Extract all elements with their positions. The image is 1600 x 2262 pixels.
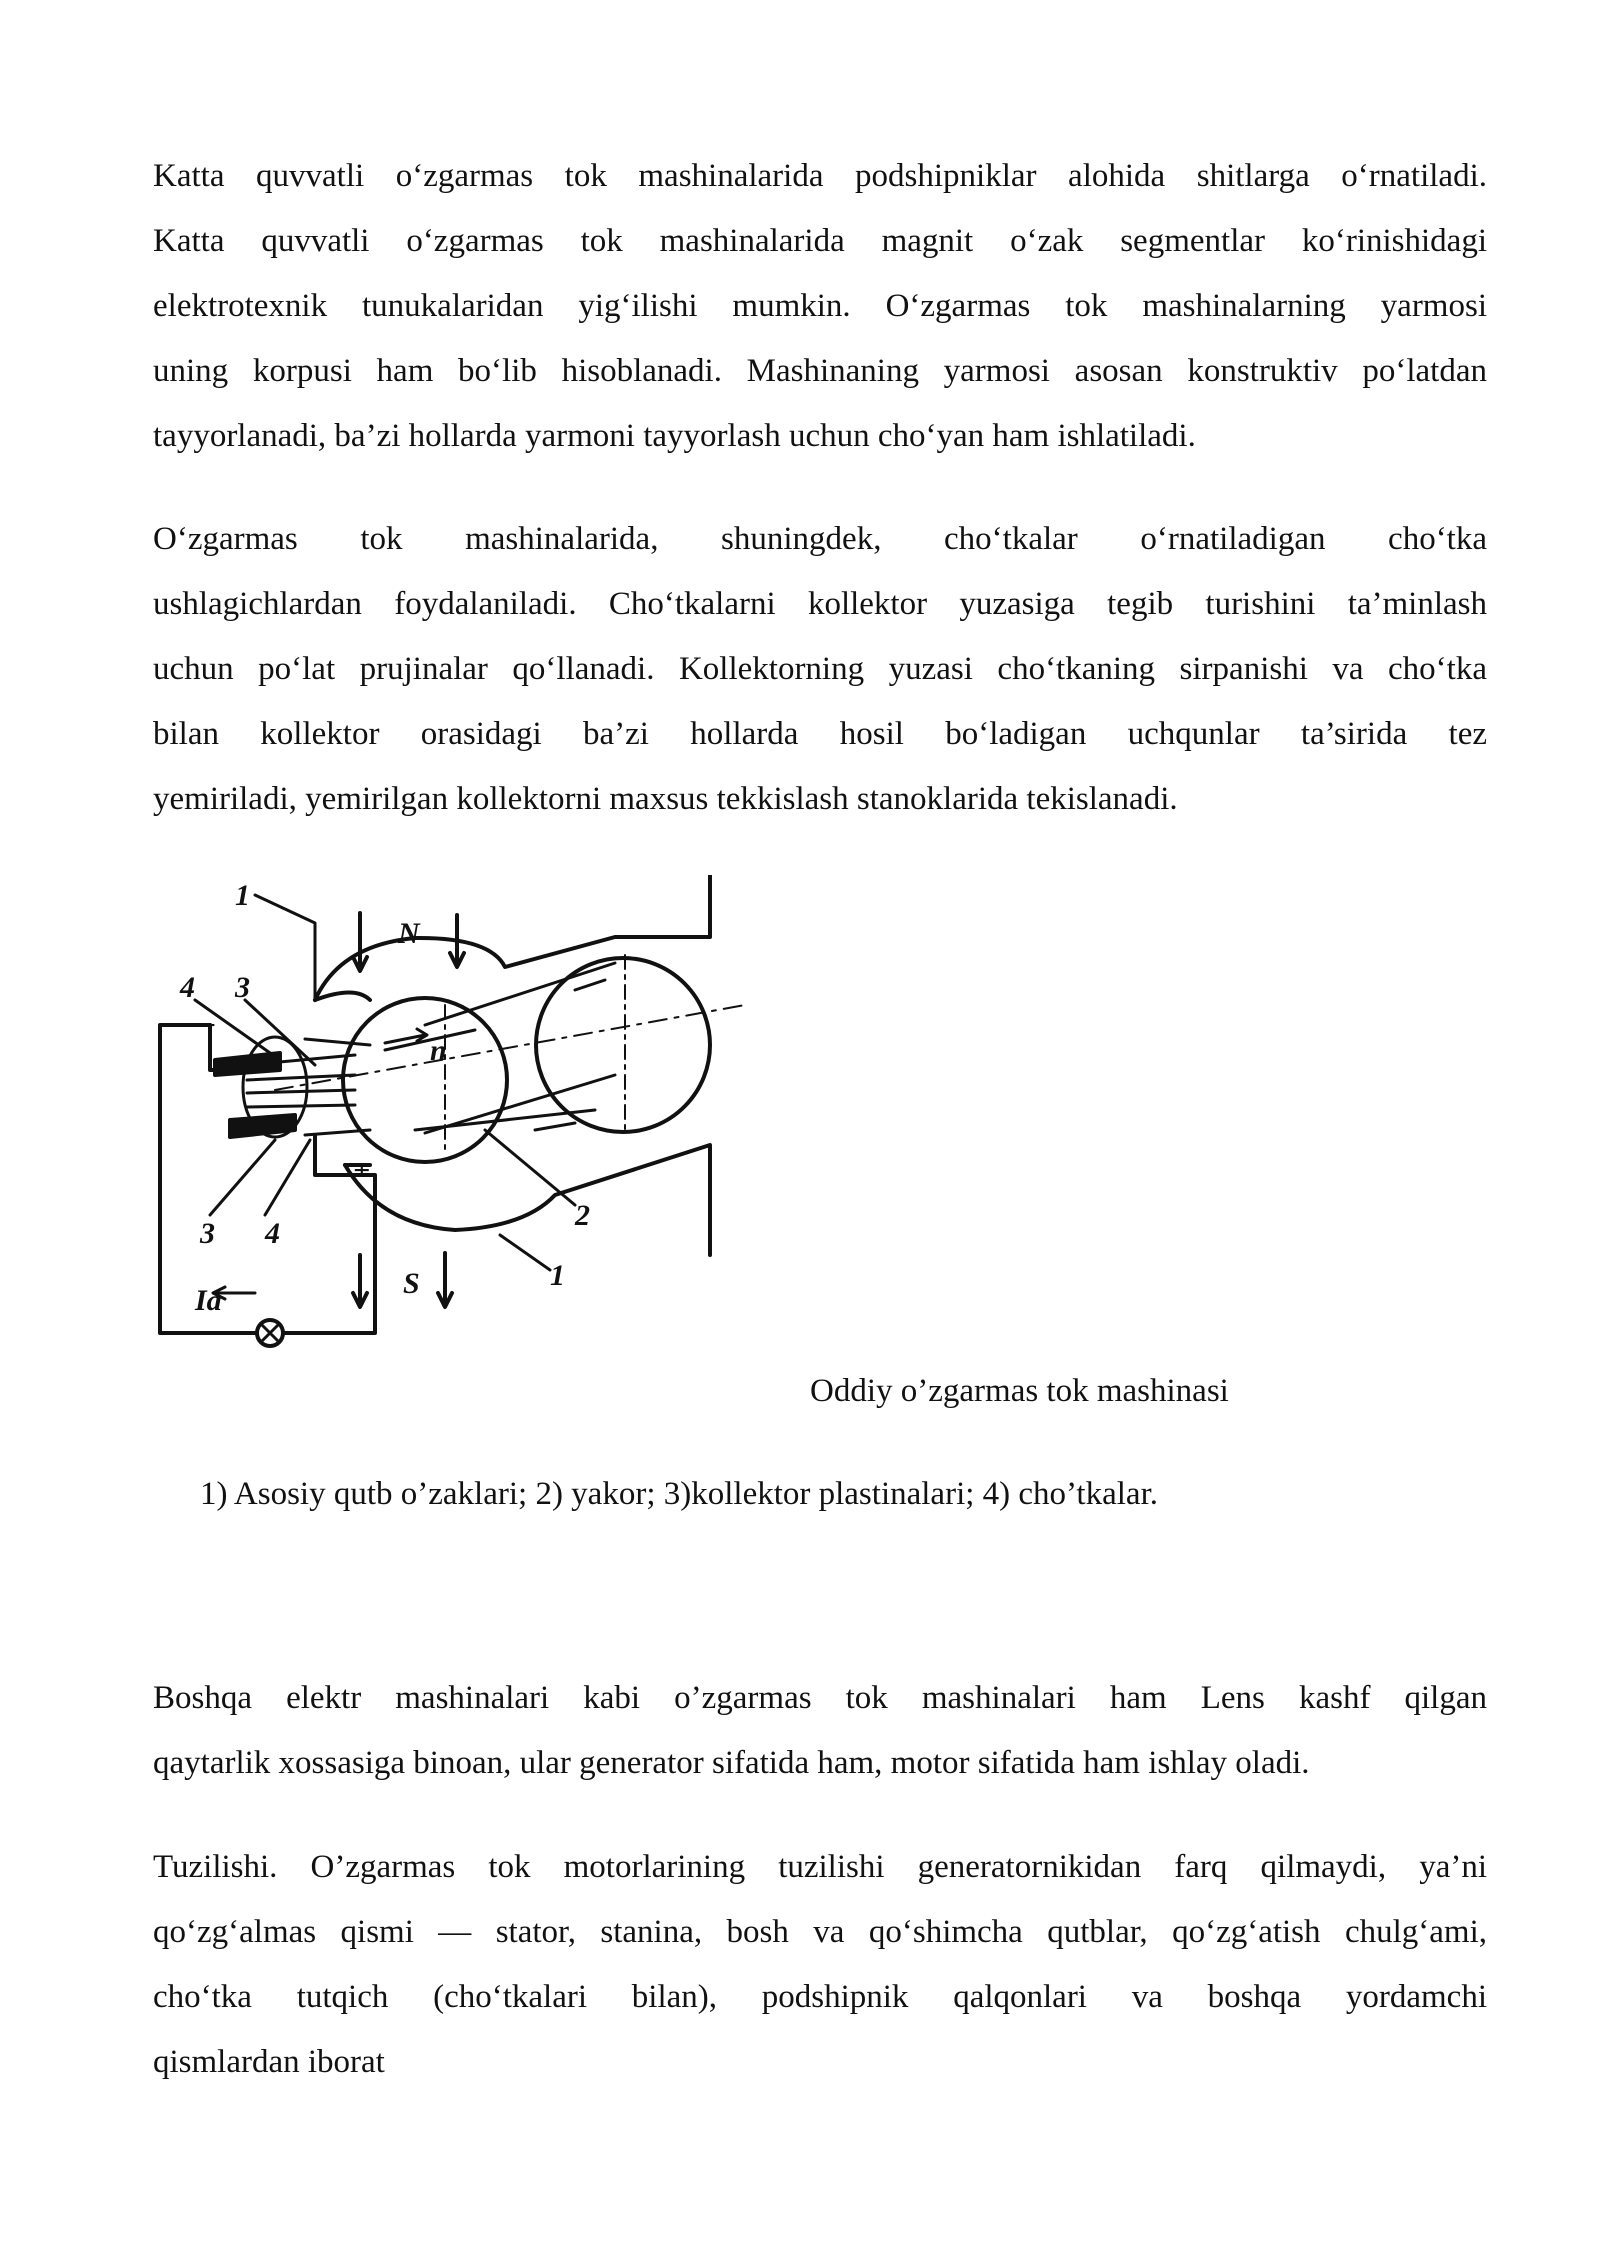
figure-legend: 1) Asosiy qutb o’zaklari; 2) yakor; 3)kollektor plastinalari; 4) cho’tkalar. [200,1476,1158,1512]
label-4-top: 4 [180,971,195,1004]
label-3-top: 3 [235,971,250,1004]
rotor-end-circle [536,958,710,1132]
label-north-pole: N [398,917,420,950]
paragraph-4-line-4: qismlardan iborat [153,2044,385,2080]
dc-machine-drawing [155,875,755,1360]
label-armature-current: Ia [195,1284,222,1317]
paragraph-2 [153,507,1487,832]
paragraph-2-line-1: O‘zgarmas tok mashinalarida, shuningdek, cho‘tkalar o‘rnatiladigan cho‘tka [153,521,1487,557]
paragraph-1 [153,144,1487,469]
paragraph-2-line-5: yemiriladi, yemirilgan kollektorni maxsus tekkislash stanoklarida tekislanadi. [153,781,1178,817]
paragraph-3-line-1: Boshqa elektr mashinalari kabi o’zgarmas tok mashinalari ham Lens kashf qilgan [153,1680,1487,1716]
paragraph-1-line-4: uning korpusi ham bo‘lib hisoblanadi. Mashinaning yarmosi asosan konstruktiv po‘latdan [153,353,1487,389]
label-3-bottom: 3 [200,1217,215,1250]
paragraph-4-line-3: cho‘tka tutqich (cho‘tkalari bilan), podshipnik qalqonlari va boshqa yordamchi [153,1979,1487,2015]
paragraph-2-line-2: ushlagichlardan foydalaniladi. Cho‘tkalarni kollektor yuzasiga tegib turishini ta’minlash [153,586,1487,622]
paragraph-1-line-5: tayyorlanadi, ba’zi hollarda yarmoni tayyorlash uchun cho‘yan ham ishlatiladi. [153,418,1196,454]
stator-bottom-contour [345,1145,710,1255]
paragraph-1-line-2: Katta quvvatli o‘zgarmas tok mashinalarida magnit o‘zak segmentlar ko‘rinishidagi [153,223,1487,259]
label-minus-terminal: − [198,1009,217,1042]
label-rotation-n: n [430,1034,447,1067]
paragraph-1-line-1: Katta quvvatli o‘zgarmas tok mashinalarida podshipniklar alohida shitlarga o‘rnatiladi. [153,158,1487,194]
paragraph-1-line-3: elektrotexnik tunukalaridan yig‘ilishi mumkin. O‘zgarmas tok mashinalarning yarmosi [153,288,1487,324]
stator-top-contour [315,875,710,1000]
figure-caption: Oddiy o’zgarmas tok mashinasi [810,1373,1229,1409]
dc-machine-figure [155,875,755,1360]
label-1-bottom: 1 [550,1259,565,1292]
paragraph-4-line-1: Tuzilishi. O’zgarmas tok motorlarining tuzilishi generatornikidan farq qilmaydi, ya’ni [153,1849,1487,1885]
label-2: 2 [575,1199,590,1232]
paragraph-2-line-3: uchun po‘lat prujinalar qo‘llanadi. Kollektorning yuzasi cho‘tkaning sirpanishi va cho‘tka [153,651,1487,687]
paragraph-4-line-2: qo‘zg‘almas qismi — stator, stanina, bosh va qo‘shimcha qutblar, qo‘zg‘atish chulg‘ami, [153,1914,1487,1950]
armature-circle [343,998,507,1162]
label-south-pole: S [403,1267,420,1300]
circuit-bottom-wire [285,1305,375,1333]
label-plus-terminal: + [353,1154,371,1187]
label-1-top: 1 [235,879,250,912]
paragraph-3-line-2: qaytarlik xossasiga binoan, ular generator sifatida ham, motor sifatida ham ishlay oladi. [153,1745,1310,1781]
brush-top [215,1053,280,1075]
paragraph-2-line-4: bilan kollektor orasidagi ba’zi hollarda hosil bo‘ladigan uchqunlar ta’sirida tez [153,716,1487,752]
label-4-bottom: 4 [265,1217,280,1250]
paragraph-3 [153,1666,1487,1796]
paragraph-4 [153,1835,1487,2095]
